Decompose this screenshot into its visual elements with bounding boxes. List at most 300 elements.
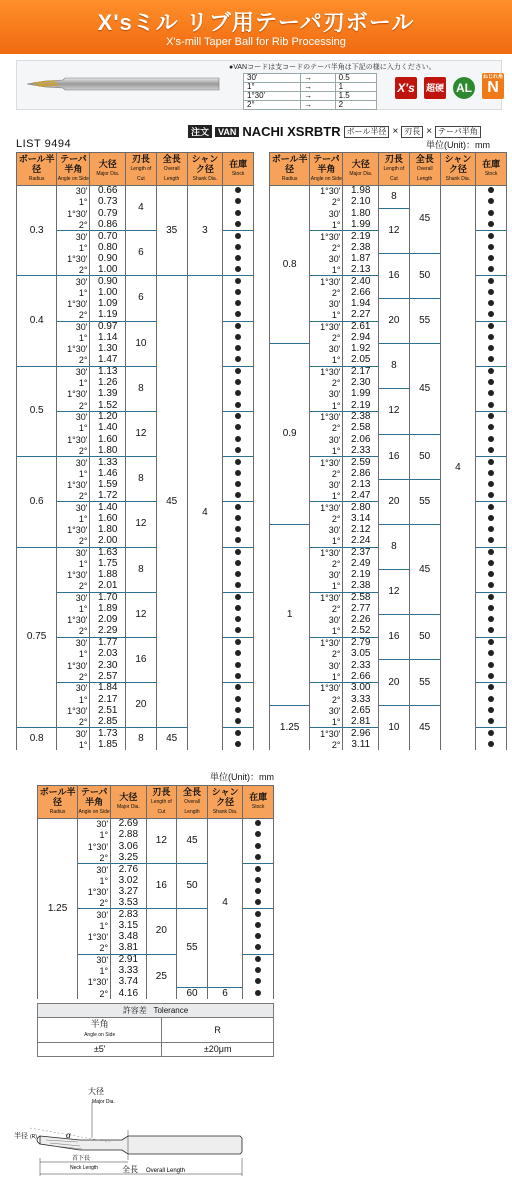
angle-cell: 30' (57, 186, 90, 197)
major-dia-cell: 1.13 (90, 366, 126, 377)
angle-cell: 1° (78, 920, 111, 931)
cut-cell: 8 (379, 344, 410, 389)
cut-cell: 8 (126, 457, 157, 502)
angle-cell: 2° (57, 491, 90, 502)
stock-cell (476, 445, 507, 456)
in-stock-icon (255, 854, 261, 860)
stock-cell (476, 705, 507, 716)
stock-cell (243, 920, 274, 931)
major-dia-cell: 2.81 (343, 716, 379, 727)
in-stock-icon (235, 244, 241, 250)
angle-cell: 1° (310, 265, 343, 276)
major-dia-cell: 0.97 (90, 321, 126, 332)
major-dia-cell: 3.33 (343, 694, 379, 705)
angle-cell: 1°30' (57, 208, 90, 219)
major-dia-cell: 2.30 (343, 378, 379, 389)
angle-cell: 1° (310, 536, 343, 547)
major-dia-cell: 1.33 (90, 457, 126, 468)
major-dia-label-en: Major Dia. (92, 1099, 115, 1105)
stock-cell (476, 355, 507, 366)
stock-cell (476, 570, 507, 581)
major-dia-cell: 1.94 (343, 298, 379, 309)
in-stock-icon (255, 831, 261, 837)
in-stock-icon (235, 627, 241, 633)
stock-cell (243, 931, 274, 942)
column-header: ボール半径 Radius (270, 153, 310, 186)
in-stock-icon (235, 707, 241, 713)
column-header: 刃長 Length of Cut (146, 786, 177, 819)
stock-cell (223, 400, 254, 411)
stock-cell (476, 287, 507, 298)
in-stock-icon (488, 526, 494, 532)
radius-cell: 0.3 (17, 186, 57, 276)
major-dia-cell: 4.16 (111, 988, 146, 999)
cut-cell: 16 (379, 434, 410, 479)
carbide-badge-icon: 超硬 (424, 77, 446, 99)
in-stock-icon (235, 515, 241, 521)
major-dia-cell: 3.14 (343, 513, 379, 524)
major-dia-cell: 3.27 (111, 886, 146, 897)
stock-cell (223, 694, 254, 705)
length-cell: 50 (409, 615, 440, 660)
angle-cell: 1° (57, 423, 90, 434)
angle-cell: 30' (57, 366, 90, 377)
in-stock-icon (488, 627, 494, 633)
major-dia-cell: 0.66 (90, 186, 126, 197)
table-row (38, 819, 274, 830)
in-stock-icon (488, 447, 494, 453)
cut-cell: 12 (146, 819, 177, 864)
in-stock-icon (235, 492, 241, 498)
column-header: 刃長 Length of Cut (126, 153, 157, 186)
angle-cell: 2° (57, 400, 90, 411)
length-cell: 45 (409, 705, 440, 750)
major-dia-cell: 3.00 (343, 683, 379, 694)
in-stock-icon (235, 413, 241, 419)
stock-cell (476, 423, 507, 434)
in-stock-icon (255, 933, 261, 939)
length-cell: 45 (409, 344, 440, 434)
in-stock-icon (488, 549, 494, 555)
stock-cell (476, 728, 507, 739)
stock-cell (223, 445, 254, 456)
angle-cell: 1° (310, 716, 343, 727)
stock-cell (476, 344, 507, 355)
major-dia-cell: 1.52 (90, 400, 126, 411)
angle-cell: 1°30' (78, 977, 111, 988)
stock-cell (476, 671, 507, 682)
cut-cell: 12 (379, 389, 410, 434)
major-dia-cell: 1.89 (90, 603, 126, 614)
radius-cell: 0.8 (270, 186, 310, 344)
major-dia-cell: 2.79 (343, 637, 379, 648)
column-header: 全長 Overall Length (156, 153, 187, 186)
column-header: 刃長 Length of Cut (379, 153, 410, 186)
angle-cell: 2° (57, 219, 90, 230)
ratio-cell: → (301, 74, 335, 83)
angle-cell: 30' (310, 660, 343, 671)
in-stock-icon (235, 662, 241, 668)
stock-cell (223, 434, 254, 445)
in-stock-icon (488, 650, 494, 656)
major-dia-cell: 2.88 (111, 830, 146, 841)
angle-cell: 2° (310, 287, 343, 298)
angle-cell: 2° (310, 378, 343, 389)
stock-cell (476, 468, 507, 479)
in-stock-icon (235, 198, 241, 204)
order-code-text: NACHI XSRBTR (242, 124, 341, 139)
stock-cell (476, 694, 507, 705)
cut-cell: 12 (379, 570, 410, 615)
in-stock-icon (488, 470, 494, 476)
stock-cell (223, 332, 254, 343)
angle-cell: 2° (78, 898, 111, 909)
in-stock-icon (488, 481, 494, 487)
cut-cell: 12 (126, 411, 157, 456)
angle-cell: 1° (57, 378, 90, 389)
in-stock-icon (488, 356, 494, 362)
angle-cell: 30' (57, 592, 90, 603)
page-header (0, 0, 512, 54)
stock-cell (476, 536, 507, 547)
major-dia-cell: 2.85 (90, 716, 126, 727)
cut-cell: 8 (126, 728, 157, 751)
angle-cell: 1°30' (57, 434, 90, 445)
in-stock-icon (235, 345, 241, 351)
in-stock-icon (235, 718, 241, 724)
angle-cell: 2° (310, 603, 343, 614)
length-cell: 50 (409, 434, 440, 479)
angle-cell: 1° (310, 445, 343, 456)
stock-cell (243, 977, 274, 988)
angle-cell: 1°30' (57, 615, 90, 626)
major-dia-cell: 3.81 (111, 943, 146, 954)
table-row (17, 276, 254, 287)
stock-cell (476, 513, 507, 524)
cut-cell: 25 (146, 954, 177, 999)
in-stock-icon (255, 820, 261, 826)
in-stock-icon (255, 843, 261, 849)
major-dia-cell: 3.02 (111, 875, 146, 886)
major-dia-cell: 2.06 (343, 434, 379, 445)
major-dia-cell: 1.98 (343, 186, 379, 197)
angle-cell: 2° (310, 423, 343, 434)
major-dia-cell: 1.99 (343, 219, 379, 230)
major-dia-cell: 0.86 (90, 219, 126, 230)
stock-cell (476, 186, 507, 197)
in-stock-icon (488, 707, 494, 713)
stock-cell (223, 615, 254, 626)
angle-cell: 30' (310, 570, 343, 581)
major-dia-cell: 3.33 (111, 965, 146, 976)
stock-cell (476, 298, 507, 309)
angle-cell: 2° (310, 513, 343, 524)
angle-cell: 1° (57, 603, 90, 614)
in-stock-icon (488, 515, 494, 521)
stock-cell (223, 378, 254, 389)
in-stock-icon (235, 424, 241, 430)
angle-cell: 2° (57, 355, 90, 366)
length-cell: 45 (409, 524, 440, 614)
in-stock-icon (235, 673, 241, 679)
in-stock-icon (488, 210, 494, 216)
in-stock-icon (235, 266, 241, 272)
major-dia-cell: 2.09 (90, 615, 126, 626)
in-stock-icon (235, 300, 241, 306)
in-stock-icon (235, 684, 241, 690)
angle-cell: 30' (310, 479, 343, 490)
stock-cell (223, 276, 254, 287)
angle-cell: 1° (310, 671, 343, 682)
ratio-cell: → (301, 83, 335, 92)
angle-cell: 30' (57, 683, 90, 694)
cut-cell: 6 (126, 231, 157, 276)
in-stock-icon (235, 278, 241, 284)
angle-cell: 1°30' (310, 637, 343, 648)
major-dia-cell: 2.29 (90, 626, 126, 637)
major-dia-cell: 2.40 (343, 276, 379, 287)
stock-cell (243, 875, 274, 886)
in-stock-icon (488, 379, 494, 385)
column-header: 大径 Major Dia. (90, 153, 126, 186)
stock-cell (476, 502, 507, 513)
angle-cell: 30' (57, 547, 90, 558)
major-dia-cell: 3.11 (343, 739, 379, 750)
in-stock-icon (235, 537, 241, 543)
helix-badge-icon: ねじれ角 N (482, 73, 504, 99)
radius-label-en: (R) (30, 1134, 37, 1140)
stock-cell (243, 841, 274, 852)
major-dia-cell: 2.83 (111, 909, 146, 920)
stock-cell (476, 208, 507, 219)
angle-cell: 1° (57, 649, 90, 660)
major-dia-cell: 1.00 (90, 265, 126, 276)
stock-cell (476, 434, 507, 445)
stock-cell (476, 558, 507, 569)
angle-cell: 2° (57, 445, 90, 456)
stock-cell (223, 491, 254, 502)
stock-cell (223, 502, 254, 513)
stock-cell (476, 626, 507, 637)
stock-cell (223, 355, 254, 366)
major-dia-cell: 2.51 (90, 705, 126, 716)
in-stock-icon (235, 696, 241, 702)
in-stock-icon (235, 650, 241, 656)
in-stock-icon (235, 560, 241, 566)
length-cell: 45 (156, 728, 187, 751)
major-dia-cell: 2.00 (90, 536, 126, 547)
major-dia-cell: 2.19 (343, 570, 379, 581)
shank-cell: 3 (187, 186, 223, 276)
angle-cell: 1° (310, 400, 343, 411)
ratio-cell: 1°30' (244, 92, 301, 101)
stock-cell (243, 830, 274, 841)
stock-cell (476, 378, 507, 389)
angle-cell: 1°30' (57, 570, 90, 581)
angle-cell: 30' (310, 389, 343, 400)
major-dia-cell: 1.85 (90, 739, 126, 750)
major-dia-cell: 1.72 (90, 491, 126, 502)
cut-cell: 10 (379, 705, 410, 750)
in-stock-icon (488, 402, 494, 408)
major-dia-cell: 2.13 (343, 479, 379, 490)
in-stock-icon (488, 662, 494, 668)
in-stock-icon (235, 447, 241, 453)
in-stock-icon (235, 741, 241, 747)
angle-cell: 30' (57, 457, 90, 468)
stock-cell (223, 265, 254, 276)
major-dia-cell: 2.19 (343, 231, 379, 242)
cut-cell: 12 (126, 592, 157, 637)
in-stock-icon (235, 459, 241, 465)
major-dia-cell: 0.79 (90, 208, 126, 219)
in-stock-icon (235, 730, 241, 736)
major-dia-cell: 2.96 (343, 728, 379, 739)
stock-cell (476, 400, 507, 411)
overall-length-label: 全長 (122, 1165, 138, 1174)
radius-cell: 1 (270, 524, 310, 705)
major-dia-cell: 1.88 (90, 570, 126, 581)
tolerance-r-head: R (162, 1018, 274, 1043)
angle-cell: 1°30' (57, 705, 90, 716)
in-stock-icon (235, 605, 241, 611)
major-dia-cell: 2.91 (111, 954, 146, 965)
stock-cell (223, 423, 254, 434)
angle-cell: 30' (57, 502, 90, 513)
stock-cell (223, 558, 254, 569)
cut-cell: 16 (379, 615, 410, 660)
stock-cell (476, 310, 507, 321)
in-stock-icon (235, 233, 241, 239)
major-dia-cell: 2.47 (343, 491, 379, 502)
angle-cell: 30' (310, 615, 343, 626)
stock-cell (243, 954, 274, 965)
angle-cell: 1°30' (57, 344, 90, 355)
in-stock-icon (235, 639, 241, 645)
angle-cell: 30' (310, 344, 343, 355)
major-dia-cell: 3.53 (111, 898, 146, 909)
major-dia-cell: 2.76 (111, 864, 146, 875)
angle-cell: 2° (57, 671, 90, 682)
major-dia-cell: 2.61 (343, 321, 379, 332)
angle-cell: 1°30' (310, 457, 343, 468)
major-dia-cell: 0.73 (90, 197, 126, 208)
stock-cell (223, 547, 254, 558)
in-stock-icon (488, 504, 494, 510)
in-stock-icon (255, 990, 261, 996)
in-stock-icon (488, 424, 494, 430)
in-stock-icon (488, 537, 494, 543)
in-stock-icon (235, 481, 241, 487)
column-header: テーパ半角 Angle on Side (57, 153, 90, 186)
column-header: ボール半径 Radius (17, 153, 57, 186)
angle-cell: 30' (310, 705, 343, 716)
in-stock-icon (488, 616, 494, 622)
in-stock-icon (235, 187, 241, 193)
radius-cell: 0.75 (17, 547, 57, 728)
major-dia-cell: 2.33 (343, 660, 379, 671)
major-dia-cell: 3.05 (343, 649, 379, 660)
ratio-cell: 1° (244, 83, 301, 92)
angle-cell: 1°30' (78, 886, 111, 897)
stock-cell (223, 626, 254, 637)
angle-cell: 1°30' (310, 366, 343, 377)
angle-cell: 1° (57, 694, 90, 705)
in-stock-icon (488, 605, 494, 611)
column-header: 大径 Major Dia. (343, 153, 379, 186)
major-dia-cell: 2.10 (343, 197, 379, 208)
van-label: VAN (215, 127, 239, 137)
angle-cell: 1° (310, 310, 343, 321)
major-dia-cell: 3.25 (111, 852, 146, 863)
major-dia-cell: 1.60 (90, 513, 126, 524)
major-dia-cell: 2.66 (343, 671, 379, 682)
major-dia-cell: 2.77 (343, 603, 379, 614)
major-dia-cell: 1.30 (90, 344, 126, 355)
in-stock-icon (235, 402, 241, 408)
unit-label: 単位(Unit)：mm (426, 140, 490, 150)
in-stock-icon (488, 255, 494, 261)
in-stock-icon (255, 899, 261, 905)
column-header: 在庫 Stock (243, 786, 274, 819)
major-dia-cell: 2.17 (343, 366, 379, 377)
stock-cell (476, 683, 507, 694)
stock-cell (223, 649, 254, 660)
in-stock-icon (488, 560, 494, 566)
length-cell: 55 (409, 660, 440, 705)
angle-cell: 2° (57, 536, 90, 547)
stock-cell (223, 479, 254, 490)
cut-cell: 20 (126, 683, 157, 728)
stock-cell (476, 242, 507, 253)
in-stock-icon (488, 198, 494, 204)
product-banner (16, 60, 502, 110)
coating-badge-icon: AL (453, 77, 475, 99)
major-dia-cell: 3.74 (111, 977, 146, 988)
major-dia-cell: 2.13 (343, 265, 379, 276)
major-dia-cell: 2.03 (90, 649, 126, 660)
page-subtitle: X's-mill Taper Ball for Rib Processing (166, 36, 346, 48)
major-dia-cell: 1.09 (90, 298, 126, 309)
major-dia-cell: 2.38 (343, 411, 379, 422)
angle-cell: 1°30' (78, 931, 111, 942)
in-stock-icon (488, 390, 494, 396)
stock-cell (243, 988, 274, 999)
angle-cell: 2° (78, 988, 111, 999)
in-stock-icon (488, 718, 494, 724)
angle-cell: 1° (57, 468, 90, 479)
major-dia-cell: 1.26 (90, 378, 126, 389)
stock-cell (476, 332, 507, 343)
major-dia-cell: 2.65 (343, 705, 379, 716)
in-stock-icon (235, 289, 241, 295)
in-stock-icon (255, 911, 261, 917)
stock-cell (223, 219, 254, 230)
stock-cell (476, 637, 507, 648)
xs-badge-icon: X's (395, 77, 417, 99)
stock-cell (223, 231, 254, 242)
major-dia-cell: 2.94 (343, 332, 379, 343)
major-dia-cell: 2.37 (343, 547, 379, 558)
angle-cell: 30' (78, 864, 111, 875)
stock-cell (476, 491, 507, 502)
angle-cell: 1°30' (57, 298, 90, 309)
in-stock-icon (235, 582, 241, 588)
major-dia-cell: 2.19 (343, 400, 379, 411)
angle-cell: 30' (57, 321, 90, 332)
in-stock-icon (235, 504, 241, 510)
angle-cell: 1°30' (310, 276, 343, 287)
